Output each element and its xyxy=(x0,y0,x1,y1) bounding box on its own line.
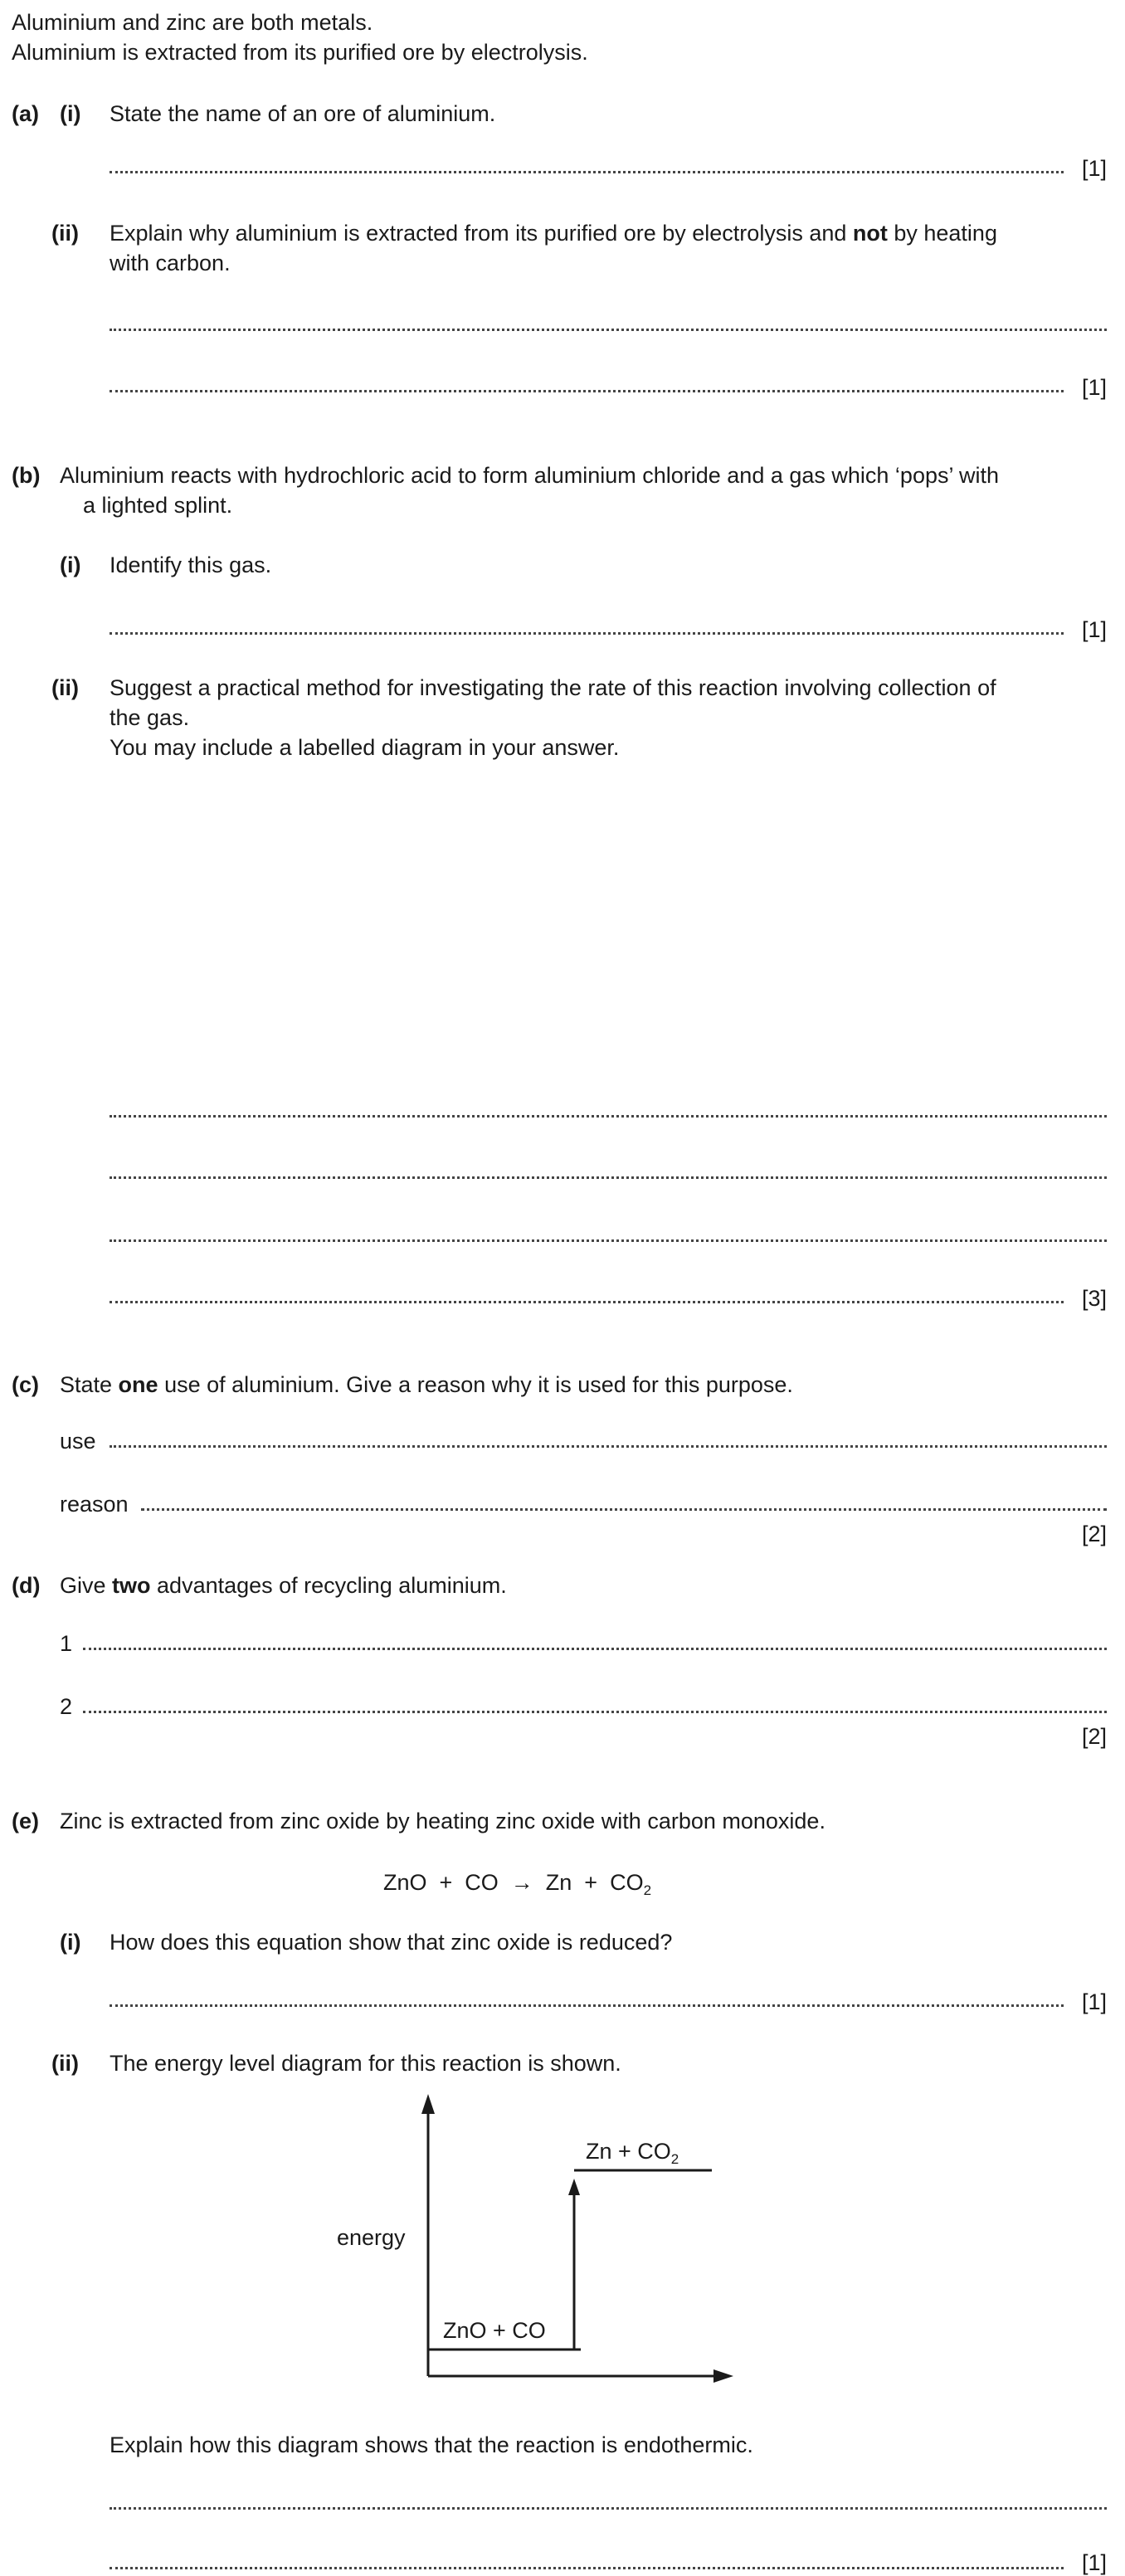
energy-axis-label: energy xyxy=(337,2225,406,2250)
reactants-label: ZnO + CO xyxy=(443,2318,546,2343)
mark-b-ii: [3] xyxy=(1081,1286,1107,1311)
part-b-label: (b) xyxy=(12,463,41,488)
part-b-ii-question-line-1: Suggest a practical method for investigating the rate of this reaction involving collection of xyxy=(110,675,996,700)
part-b-ii-label: (ii) xyxy=(51,675,79,700)
reason-label: reason xyxy=(60,1492,129,1517)
mark-d: [2] xyxy=(1081,1724,1107,1749)
part-a-i-question: State the name of an ore of aluminium. xyxy=(110,101,496,126)
part-a-i-label: (i) xyxy=(60,101,81,126)
mark-e-ii: [1] xyxy=(1081,2550,1107,2575)
part-e-i-question: How does this equation show that zinc oxide is reduced? xyxy=(110,1930,673,1955)
part-b-i-question: Identify this gas. xyxy=(110,553,272,577)
part-b-i-label: (i) xyxy=(60,553,81,577)
part-d-question: Give two advantages of recycling aluminium. xyxy=(60,1573,507,1598)
progress-axis-arrowhead xyxy=(713,2369,733,2383)
intro-line-2: Aluminium is extracted from its purified ore by electrolysis. xyxy=(12,40,588,65)
answer-line-e-ii-2[interactable] xyxy=(110,2567,1064,2569)
part-a-label: (a) xyxy=(12,101,39,126)
use-label: use xyxy=(60,1429,96,1454)
zinc-extraction-equation: ZnO + CO → $Zn + CO_2$ xyxy=(383,1870,652,1898)
part-c-question: State one use of aluminium. Give a reason why it is used for this purpose. xyxy=(60,1372,793,1397)
mark-b-i: [1] xyxy=(1081,617,1107,642)
part-c-label: (c) xyxy=(12,1372,39,1397)
mark-a-ii: [1] xyxy=(1081,375,1107,400)
part-d-label: (d) xyxy=(12,1573,41,1598)
part-a-ii-question-line-1: Explain why aluminium is extracted from its purified ore by electrolysis and not by heating xyxy=(110,221,997,246)
part-e-ii-label: (ii) xyxy=(51,2051,79,2076)
products-label: $Zn + CO_2$ xyxy=(586,2139,679,2167)
mark-e-i: [1] xyxy=(1081,1989,1107,2014)
part-e-ii-question: The energy level diagram for this reaction is shown. xyxy=(110,2051,621,2076)
part-a-ii-question-line-2: with carbon. xyxy=(110,251,231,275)
part-e-i-label: (i) xyxy=(60,1930,81,1955)
mark-c: [2] xyxy=(1081,1522,1107,1546)
part-a-ii-label: (ii) xyxy=(51,221,79,246)
part-b-ii-question-line-2: the gas. xyxy=(110,705,190,730)
part-b-ii-question-line-3: You may include a labelled diagram in your answer. xyxy=(110,735,620,760)
energy-change-arrowhead xyxy=(568,2179,580,2195)
mark-a-i: [1] xyxy=(1081,156,1107,181)
answer-line-e-ii-1[interactable] xyxy=(110,2507,1107,2510)
energy-axis-arrowhead xyxy=(421,2094,435,2114)
intro-line-1: Aluminium and zinc are both metals. xyxy=(12,10,373,35)
part-e-stem: Zinc is extracted from zinc oxide by heating zinc oxide with carbon monoxide. xyxy=(60,1809,825,1833)
part-e-ii-follow-question: Explain how this diagram shows that the reaction is endothermic. xyxy=(110,2432,753,2457)
advantage-2-number: 2 xyxy=(60,1694,73,1719)
part-b-stem-line-1: Aluminium reacts with hydrochloric acid to form aluminium chloride and a gas which ‘pops’ with xyxy=(60,463,999,488)
part-e-label: (e) xyxy=(12,1809,39,1833)
advantage-1-number: 1 xyxy=(60,1631,73,1656)
part-b-stem-line-2: a lighted splint. xyxy=(83,493,233,518)
